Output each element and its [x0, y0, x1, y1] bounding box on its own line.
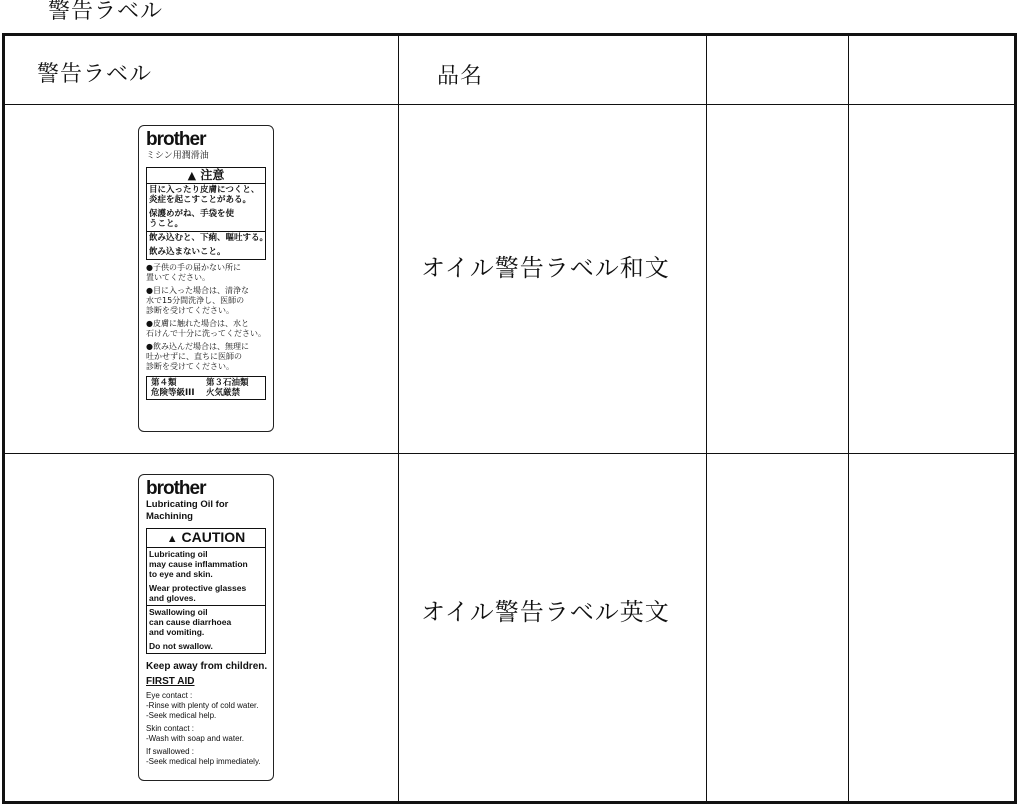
warning-line: Do not swallow.: [149, 641, 213, 651]
header-warning-label: 警告ラベル: [37, 62, 153, 87]
warning-title: ▲ 注意: [147, 168, 265, 184]
class-item: 第３石油類: [206, 378, 249, 388]
warning-title: ▲ CAUTION: [147, 529, 265, 548]
hazard-classification: [146, 376, 266, 400]
brand-logo: brother: [146, 478, 206, 499]
class-item: 火気厳禁: [206, 388, 241, 398]
label-product: ミシン用潤滑油: [146, 151, 209, 161]
warning-line: and gloves.: [149, 593, 196, 603]
instruction-line: 水で15分間洗浄し、医師の: [146, 296, 245, 305]
product-name-japanese: オイル警告ラベル和文: [421, 254, 670, 282]
column-divider: [398, 36, 399, 801]
column-divider: [848, 36, 849, 801]
warning-line: may cause inflammation: [149, 559, 248, 569]
warning-line: Wear protective glasses: [149, 583, 247, 593]
keep-away-notice: Keep away from children.: [146, 661, 268, 672]
instruction-line: ●目に入った場合は、清浄な: [146, 286, 249, 295]
instruction-line: -Seek medical help.: [146, 711, 217, 720]
warning-line: 目に入ったり皮膚につくと、: [149, 185, 260, 195]
warning-line: Lubricating oil: [149, 549, 208, 559]
class-item: 危険等級III: [151, 388, 195, 398]
column-divider: [706, 36, 707, 801]
instruction-line: If swallowed :: [146, 747, 195, 756]
warning-line: うこと。: [149, 219, 184, 229]
instruction-line: 石けんで十分に洗ってください。: [146, 329, 266, 338]
header-product-name: 品名: [437, 64, 484, 89]
instruction-line: 診断を受けてください。: [146, 306, 234, 315]
warning-line: 保護めがね、手袋を使: [149, 209, 235, 219]
warning-line: 飲み込むと、下痢、嘔吐する。: [149, 233, 269, 243]
warning-section: [147, 606, 265, 653]
instruction-line: Eye contact :: [146, 691, 193, 700]
warning-line: can cause diarrhoea: [149, 617, 232, 627]
oil-warning-label-japanese: [138, 125, 274, 432]
instruction-line: -Seek medical help immediately.: [146, 757, 261, 766]
instruction-line: -Wash with soap and water.: [146, 734, 244, 743]
class-item: 第４類: [151, 378, 177, 388]
instruction-line: 診断を受けてください。: [146, 362, 234, 371]
instruction-line: Skin contact :: [146, 724, 195, 733]
row-divider: [5, 453, 1014, 454]
warning-section: [147, 548, 265, 606]
warning-line: and vomiting.: [149, 627, 205, 637]
warning-line: Swallowing oil: [149, 607, 208, 617]
brand-logo: brother: [146, 129, 206, 150]
warning-box: [146, 167, 269, 260]
instruction-line: ●皮膚に触れた場合は、水と: [146, 319, 249, 328]
oil-warning-label-english: [138, 474, 274, 781]
warning-line: to eye and skin.: [149, 569, 213, 579]
instruction-line: ●子供の手の届かない所に: [146, 263, 241, 272]
page-heading: 警告ラベル: [48, 0, 164, 24]
label-product: Lubricating Oil for Machining: [146, 499, 229, 522]
warning-line: 炎症を起こすことがある。: [149, 195, 252, 205]
warning-triangle-icon: ▲: [166, 533, 178, 545]
product-name-english: オイル警告ラベル英文: [421, 598, 670, 626]
warning-label-table: [2, 33, 1017, 804]
first-aid-heading: FIRST AID: [146, 676, 195, 687]
instruction-line: ●飲み込んだ場合は、無理に: [146, 342, 249, 351]
warning-triangle-icon: ▲: [187, 169, 197, 182]
warning-section: [147, 184, 265, 232]
instruction-line: 置いてください。: [146, 273, 210, 282]
row-divider: [5, 104, 1014, 105]
warning-box: [146, 528, 266, 654]
warning-line: 飲み込まないこと。: [149, 247, 226, 257]
instruction-line: 吐かせずに、直ちに医師の: [146, 352, 242, 361]
instruction-line: -Rinse with plenty of cold water.: [146, 701, 259, 710]
warning-section: [147, 232, 269, 259]
